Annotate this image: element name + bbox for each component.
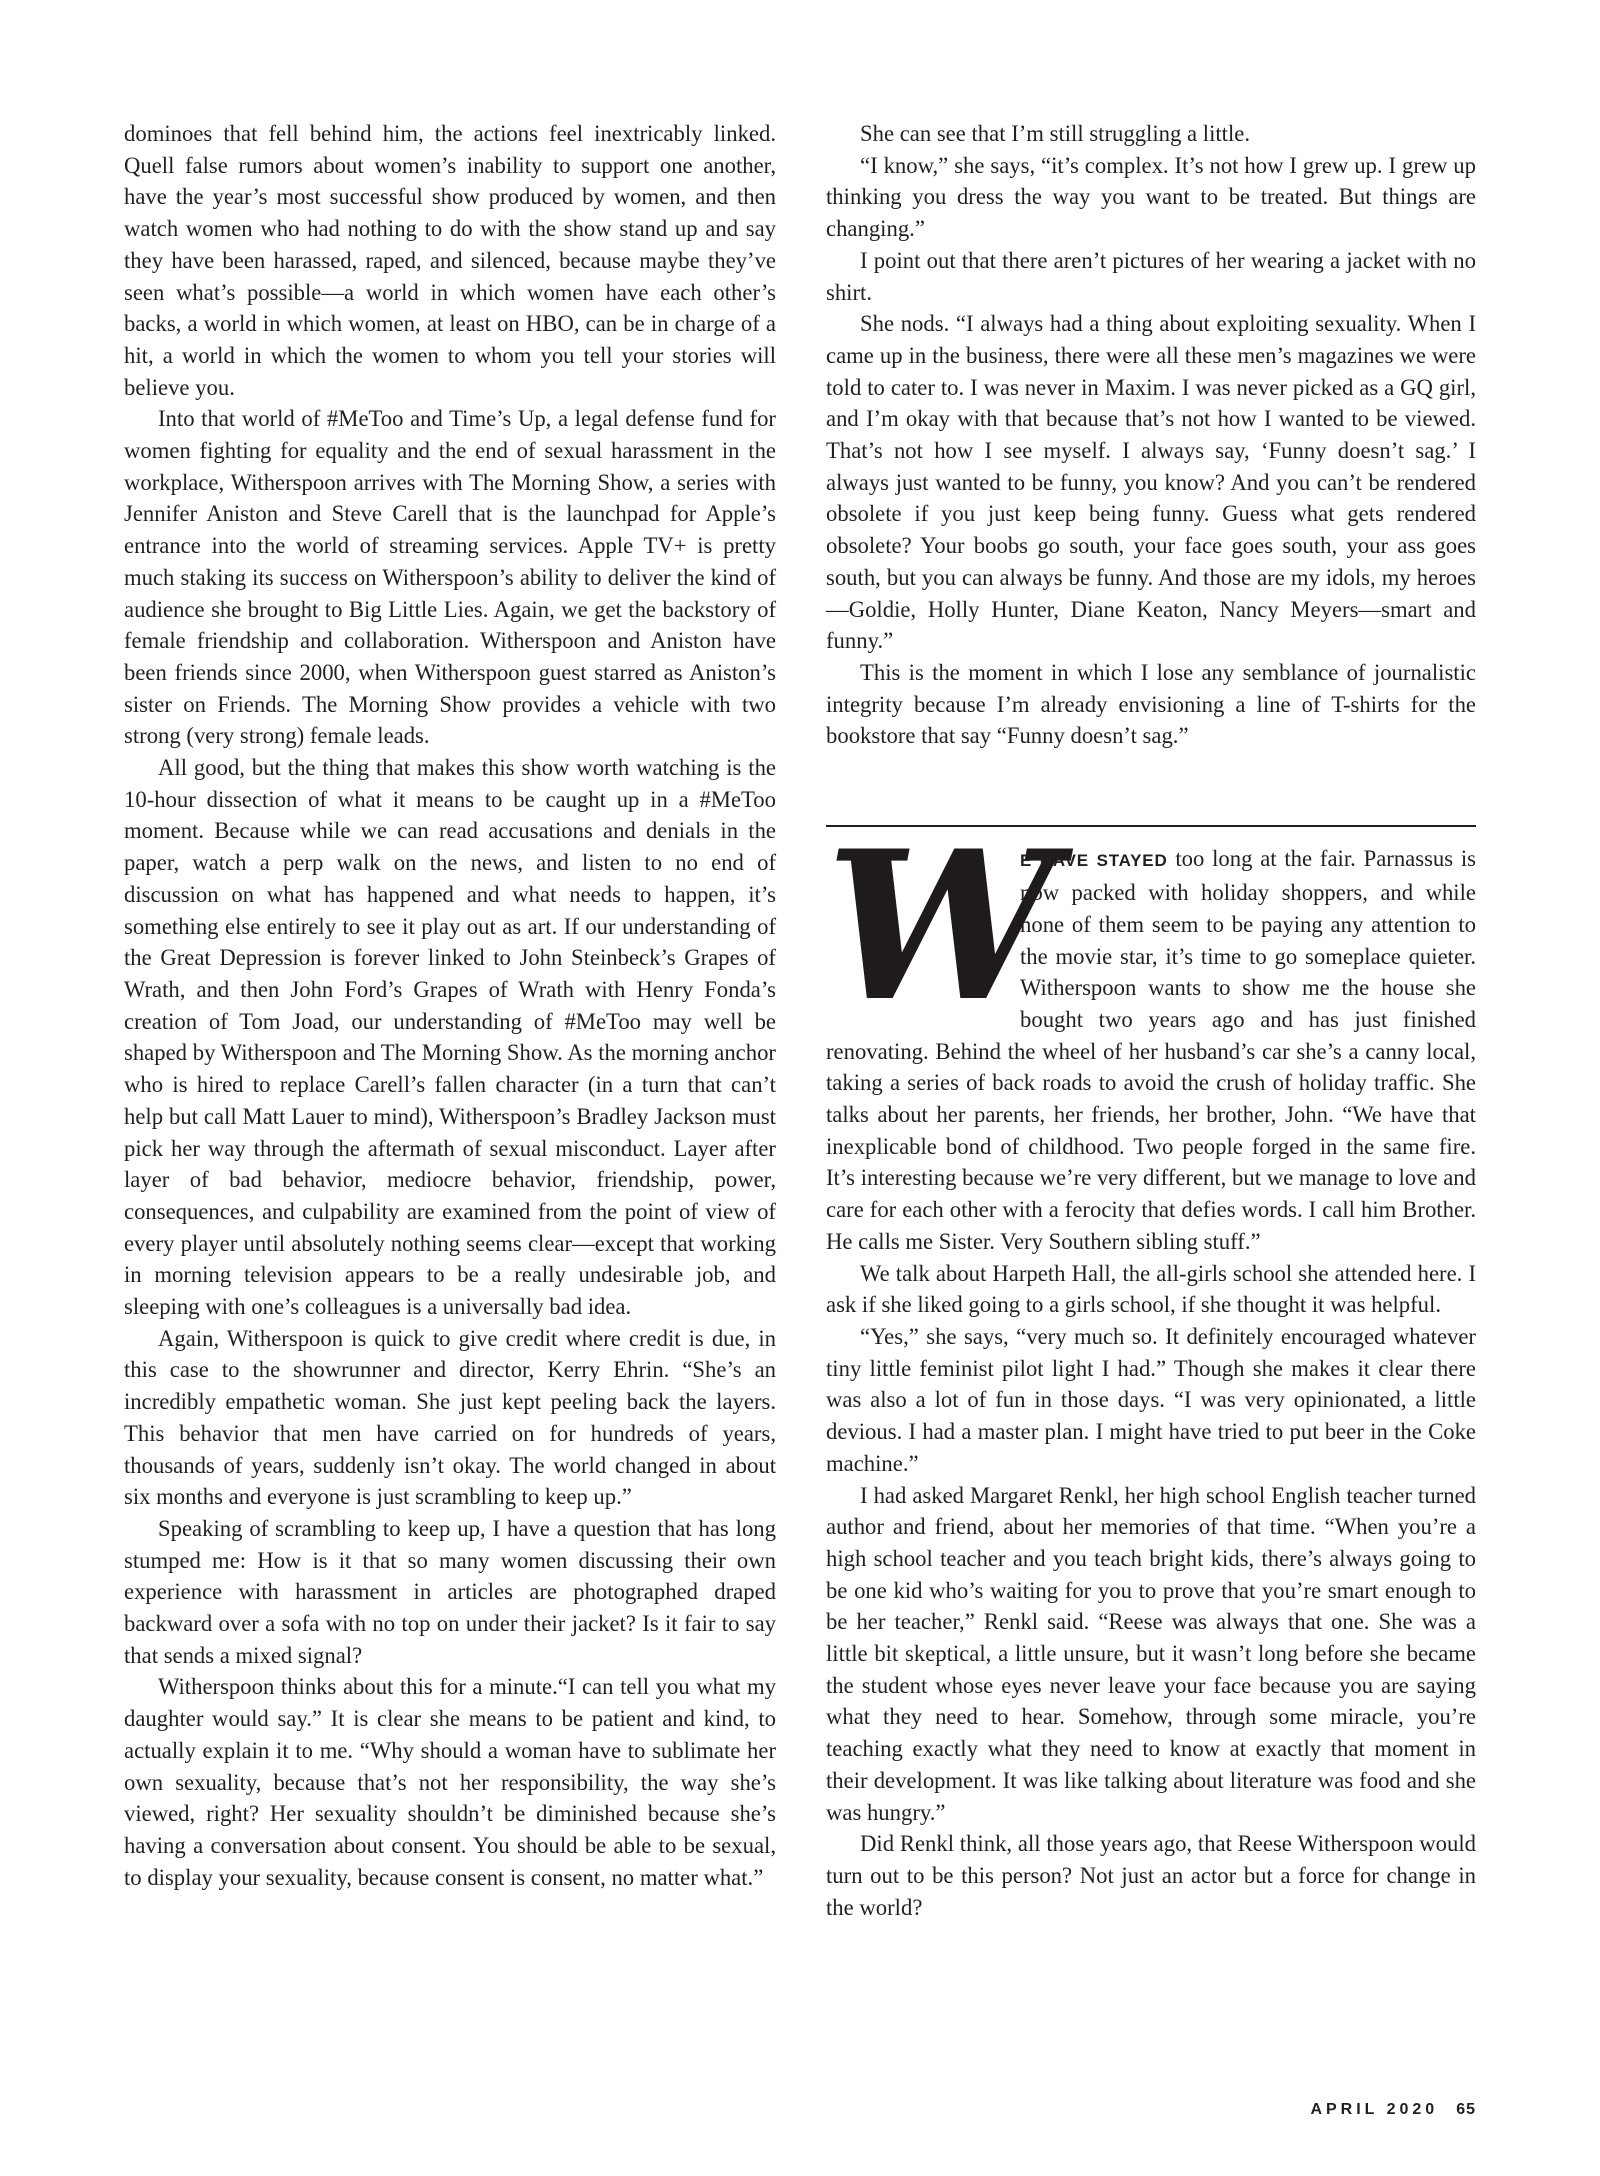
lead-in: E HAVE STAYED: [1020, 851, 1168, 871]
paragraph: Did Renkl think, all those years ago, that Reese Witherspoon would turn out to be this person? Not just an actor but a force for change in the world?: [826, 1831, 1476, 1920]
paragraph: I had asked Margaret Renkl, her high school English teacher turned author and friend, about her memories of that time. “When you’re a high school teacher and you teach bright kids, there’s always going to be one kid who’s waiting for you to prove that you’re smart enough to be her teacher,” Renkl said. “Reese was always that one. She was a little bit skeptical, a little unsure, but it wasn’t long before she became the student whose eyes never leave your face because you are saying what they need to hear. Somehow, through some miracle, you’re teaching exactly what they need to know at exactly that moment in their development. It was like talking about literature was food and she was hungry.”: [826, 1482, 1476, 1825]
paragraph: She nods. “I always had a thing about exploiting sexuality. When I came up in the business, there were all these men’s magazines we were told to cater to. I was never in Maxim. I was never picked as a GQ girl, and I’m okay with that because that’s not how I wanted to be viewed. That’s not how I see myself. I always say, ‘Funny doesn’t sag.’ I always just wanted to be funny, you know? And you can’t be rendered obsolete if you just keep being funny. Guess what gets rendered obsolete? Your boobs go south, your face goes south, your ass goes south, but you can always be funny. And those are my idols, my heroes—Goldie, Holly Hunter, Diane Keaton, Nancy Meyers—smart and funny.”: [826, 311, 1476, 654]
paragraph: I point out that there aren’t pictures of her wearing a jacket with no shirt.: [826, 247, 1476, 305]
section-break: [826, 807, 1476, 1923]
paragraph: All good, but the thing that makes this show worth watching is the 10-hour dissection of what it means to be caught up in a #MeToo moment. Because while we can read accusations and denials in the paper, watch a perp walk on the news, and listen to no end of discussion on what has happened and what needs to happen, it’s something else entirely to see it play out as art. If our understanding of the Great Depression is forever linked to John Steinbeck’s Grapes of Wrath, and then John Ford’s Grapes of Wrath with Henry Fonda’s creation of Tom Joad, our understanding of #MeToo may well be shaped by Witherspoon and The Morning Show. As the morning anchor who is hired to replace Carell’s fallen character (in a turn that can’t help but call Matt Lauer to mind), Witherspoon’s Bradley Jackson must pick her way through the aftermath of sexual misconduct. Layer after layer of bad behavior, mediocre behavior, friendship, power, consequences, and culpability are examined from the point of view of every player until absolutely nothing seems clear—except that working in morning television appears to be a really undesirable job, and sleeping with one’s colleagues is a universally bad idea.: [124, 755, 776, 1320]
page-number: 65: [1456, 2101, 1476, 2118]
paragraph: “I know,” she says, “it’s complex. It’s not how I grew up. I grew up thinking you dress the way you want to be treated. But things are changing.”: [826, 152, 1476, 242]
section-first-paragraph: too long at the fair. Parnassus is now packed with holiday shoppers, and while none of them seem to be paying any attention to the movie star, it’s time to go someplace quieter. Witherspoon wants to show me the house she bought two years ago and has just finished renovating. Behind the wheel of her husband’s car she’s a canny local, taking a series of back roads to avoid the crush of holiday traffic. She talks about her parents, her friends, her brother, John. “We have that inexplicable bond of childhood. Two people forged in the same fire. It’s interesting because we’re very different, but we manage to love and care for each other with a ferocity that defies words. I call him Brother. He calls me Sister. Very Southern sibling stuff.”: [826, 846, 1476, 1254]
section-opening-paragraph: [826, 807, 1476, 1257]
issue-date: APRIL 2020: [1310, 2101, 1439, 2118]
paragraph: Again, Witherspoon is quick to give credit where credit is due, in this case to the showrunner and director, Kerry Ehrin. “She’s an incredibly empathetic woman. She just kept peeling back the layers. This behavior that men have carried on for hundreds of years, thousands of years, suddenly isn’t okay. The world changed in about six months and everyone is just scrambling to keep up.”: [124, 1325, 776, 1510]
left-column: [124, 118, 776, 1893]
paragraph: “Yes,” she says, “very much so. It definitely encouraged whatever tiny little feminist pilot light I had.” Though she makes it clear there was also a lot of fun in those days. “I was very opinionated, a little devious. I had a master plan. I might have tried to put beer in the Coke machine.”: [826, 1323, 1476, 1476]
paragraph: This is the moment in which I lose any semblance of journalistic integrity because I’m already envisioning a line of T-shirts for the bookstore that say “Funny doesn’t sag.”: [826, 659, 1476, 749]
paragraph: She can see that I’m still struggling a little.: [860, 121, 1251, 146]
drop-cap: W: [826, 807, 1051, 1048]
paragraph: Witherspoon thinks about this for a minute.“I can tell you what my daughter would say.” It is clear she means to be patient and kind, to actually explain it to me. “Why should a woman have to sublimate her own sexuality, because that’s not her responsibility, the way she’s viewed, right? Her sexuality shouldn’t be diminished because she’s having a conversation about consent. You should be able to be sexual, to display your sexuality, because consent is consent, no matter what.”: [124, 1674, 776, 1890]
paragraph: Speaking of scrambling to keep up, I have a question that has long stumped me: How is it that so many women discussing their own experience with harassment in articles are photographed draped backward over a sofa with no top on under their jacket? Is it fair to say that sends a mixed signal?: [124, 1515, 776, 1668]
spacer: [826, 752, 1476, 784]
paragraph: We talk about Harpeth Hall, the all-girls school she attended here. I ask if she liked going to a girls school, if she thought it was helpful.: [826, 1260, 1476, 1318]
paragraph: Into that world of #MeToo and Time’s Up, a legal defense fund for women fighting for equality and the end of sexual harassment in the workplace, Witherspoon arrives with The Morning Show, a series with Jennifer Aniston and Steve Carell that is the launchpad for Apple’s entrance into the world of streaming services. Apple TV+ is pretty much staking its success on Witherspoon’s ability to deliver the kind of audience she brought to Big Little Lies. Again, we get the backstory of female friendship and collaboration. Witherspoon and Aniston have been friends since 2000, when Witherspoon guest starred as Aniston’s sister on Friends. The Morning Show provides a vehicle with two strong (very strong) female leads.: [124, 406, 776, 749]
page-footer: [1216, 2101, 1476, 2119]
paragraph: dominoes that fell behind him, the actions feel inextricably linked. Quell false rumors about women’s inability to support one another, have the year’s most successful show produced by women, and then watch women who had nothing to do with the show stand up and say they have been harassed, raped, and silenced, because maybe they’ve seen what’s possible—a world in which women have each other’s backs, a world in which women, at least on HBO, can be in charge of a hit, a world in which the women to whom you tell your stories will believe you.: [124, 121, 776, 400]
right-column: [826, 118, 1476, 1923]
